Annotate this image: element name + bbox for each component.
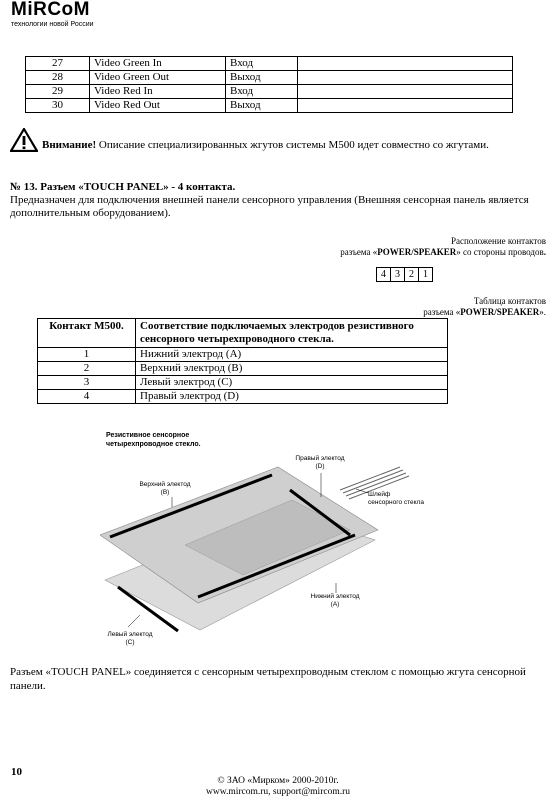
section-title: № 13. Разъем «TOUCH PANEL» - 4 контакта. bbox=[10, 181, 236, 193]
signal-number: 28 bbox=[26, 71, 90, 85]
signal-name: Video Green In bbox=[90, 57, 226, 71]
pin-cell: 2 bbox=[405, 268, 419, 282]
footer-links: www.mircom.ru, support@mircom.ru bbox=[205, 787, 350, 797]
contact-pin: 2 bbox=[38, 362, 136, 376]
pin-cell: 4 bbox=[377, 268, 391, 282]
label-left-electrode: Левый электод (C) bbox=[107, 631, 153, 646]
label-bottom-electrode: Нижний электод (A) bbox=[310, 593, 360, 608]
label-right-electrode: Правый электод (D) bbox=[295, 455, 345, 470]
signal-row bbox=[26, 99, 513, 113]
contact-desc: Левый электрод (C) bbox=[136, 376, 448, 390]
signal-table bbox=[25, 56, 513, 113]
contact-row bbox=[38, 362, 448, 376]
signal-blank bbox=[298, 71, 513, 85]
footer bbox=[0, 776, 556, 798]
signal-direction: Вход bbox=[226, 57, 298, 71]
contact-desc: Нижний электрод (A) bbox=[136, 348, 448, 362]
contact-row bbox=[38, 348, 448, 362]
contact-pin: 4 bbox=[38, 390, 136, 404]
warning-icon bbox=[10, 128, 38, 152]
contact-desc: Правый электрод (D) bbox=[136, 390, 448, 404]
signal-direction: Вход bbox=[226, 85, 298, 99]
diagram-title: Резистивное сенсорное четырехпроводное стекло. bbox=[106, 432, 201, 448]
contact-table-caption bbox=[423, 296, 546, 318]
signal-number: 27 bbox=[26, 57, 90, 71]
footer-copyright: © ЗАО «Мирком» 2000-2010г. bbox=[217, 776, 339, 786]
page-number: 10 bbox=[11, 766, 22, 778]
contact-row bbox=[38, 376, 448, 390]
warning-text: Описание специализированных жгутов системы М500 идет совместно со жгутами. bbox=[96, 139, 489, 151]
contact-header-pin: Контакт М500. bbox=[38, 319, 136, 348]
signal-blank bbox=[298, 57, 513, 71]
signal-blank bbox=[298, 85, 513, 99]
signal-blank bbox=[298, 99, 513, 113]
label-top-electrode: Верхний электод (B) bbox=[139, 481, 191, 496]
pin-layout bbox=[376, 267, 433, 282]
warning-note bbox=[10, 128, 550, 152]
touch-panel-illustration bbox=[100, 425, 460, 665]
contact-caption-line1: Таблица контактов bbox=[473, 296, 546, 306]
signal-number: 30 bbox=[26, 99, 90, 113]
signal-direction: Выход bbox=[226, 99, 298, 113]
bottom-paragraph: Разъем «TOUCH PANEL» соединяется с сенсорным четырехпроводным стеклом с помощью жгута сенсорной панели. bbox=[10, 666, 526, 692]
logo: MiRCoM bbox=[11, 0, 90, 20]
warning-label: Внимание! bbox=[42, 139, 97, 151]
pin-location-line2: разъема «POWER/SPEAKER» со стороны проводов. bbox=[340, 247, 546, 257]
signal-row bbox=[26, 57, 513, 71]
touch-panel-diagram bbox=[100, 425, 460, 665]
logo-subtitle: технологии новой России bbox=[11, 21, 94, 28]
contact-caption-line2: разъема «POWER/SPEAKER». bbox=[423, 307, 546, 317]
signal-name: Video Green Out bbox=[90, 71, 226, 85]
contact-table bbox=[37, 318, 448, 404]
section-description: Предназначен для подключения внешней панели сенсорного управления (Внешняя сенсорная панель является дополнительным оборудованием). bbox=[10, 194, 529, 219]
signal-number: 29 bbox=[26, 85, 90, 99]
pin-location-caption bbox=[340, 236, 546, 258]
pin-location-line1: Расположение контактов bbox=[450, 236, 546, 246]
contact-header-desc: Соответствие подключаемых электродов резистивного сенсорного четырехпроводного стекла. bbox=[136, 319, 448, 348]
contact-desc: Верхний электрод (B) bbox=[136, 362, 448, 376]
pin-cell: 1 bbox=[419, 268, 433, 282]
signal-row bbox=[26, 85, 513, 99]
signal-name: Video Red In bbox=[90, 85, 226, 99]
pin-cell: 3 bbox=[391, 268, 405, 282]
signal-direction: Выход bbox=[226, 71, 298, 85]
signal-name: Video Red Out bbox=[90, 99, 226, 113]
label-ribbon-cable: Шлейф сенсорного стекла bbox=[368, 491, 424, 506]
signal-row bbox=[26, 71, 513, 85]
contact-row bbox=[38, 390, 448, 404]
contact-pin: 3 bbox=[38, 376, 136, 390]
contact-pin: 1 bbox=[38, 348, 136, 362]
